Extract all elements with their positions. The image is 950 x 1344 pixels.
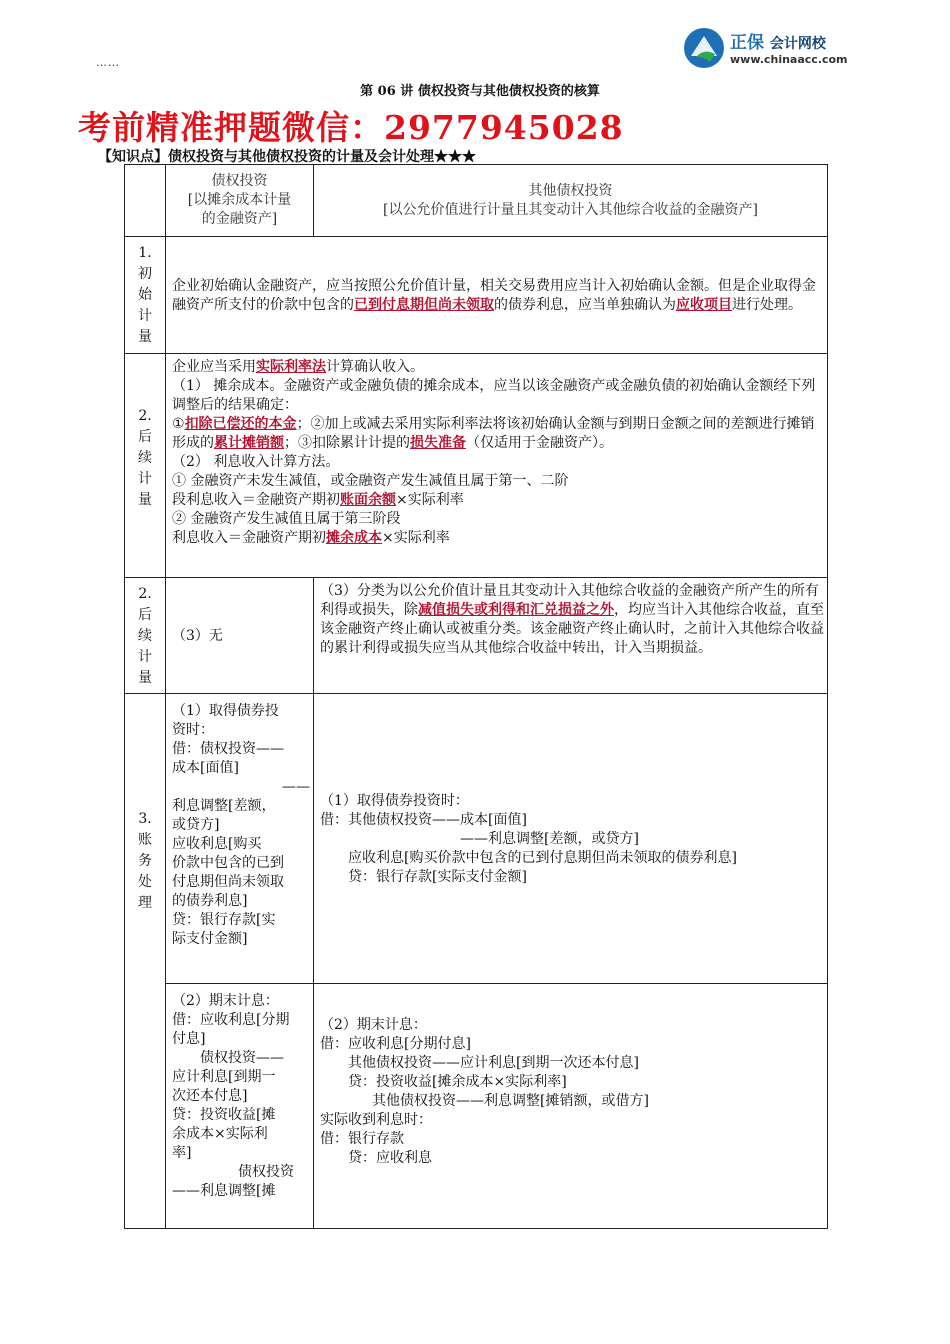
row-subsequent-measurement xyxy=(125,354,828,578)
row-label: 3. 账 务 处 理 xyxy=(125,694,166,1229)
logo-url: www.chinaacc.com xyxy=(730,53,848,66)
row-accounting-acquisition xyxy=(125,694,828,984)
initial-measurement-text: 企业初始确认金融资产，应当按照公允价值计量，相关交易费用应当计入初始确认金额。但是企业取得金融资产所支付的价款中包含的已到付息期但尚未领取的债券利息，应当单独确认为应收项目进行处理。 xyxy=(166,237,828,354)
chinaacc-logo xyxy=(682,26,882,76)
row-accounting-period-end xyxy=(125,984,828,1229)
chinaacc-logo-icon xyxy=(682,26,726,70)
debt-acquisition-entries: （1）取得债券投 资时： 借：债权投资—— 成本[面值] —— 利息调整[差额， 或贷方] 应收利息[购买 价款中包含的已到 付息期但尚未领取 的债券利息] 贷：银行存款[实 际支付金额] xyxy=(166,694,314,984)
row-initial-measurement xyxy=(125,237,828,354)
header-debt-investment: 债权投资 [以摊余成本计量 的金融资产] xyxy=(166,165,314,237)
other-acquisition-entries: （1）取得债券投资时： 借：其他债权投资——成本[面值] ——利息调整[差额，或贷方] 应收利息[购买价款中包含的已到付息期但尚未领取的债券利息] 贷：银行存款[实际支付金额] xyxy=(314,694,828,984)
debt-period-end-entries: （2）期末计息： 借：应收利息[分期 付息] 债权投资—— 应计利息[到期一 次还本付息] 贷：投资收益[摊 余成本×实际利 率] 债权投资 ——利息调整[摊 xyxy=(166,984,314,1229)
knowledge-point-heading: 【知识点】债权投资与其他债权投资的计量及会计处理★★★ xyxy=(98,149,476,165)
page-title: 第 06 讲 债权投资与其他债权投资的核算 xyxy=(360,84,600,99)
row-label: 1. 初 始 计 量 xyxy=(125,237,166,354)
debt-none-cell: （3）无 xyxy=(166,578,314,694)
header-scrap-text: …… xyxy=(96,56,120,69)
subsequent-measurement-text: 企业应当采用实际利率法计算确认收入。 （1） 摊余成本。金融资产或金融负债的摊余成本，应当以该金融资产或金融负债的初始确认金额经下列调整后的结果确定： ①扣除已偿还的本金；②加上或减去采用实际利率法将该初始确认金额与到期日金额之间的差额进行摊销形成的累计摊销额；③扣除累计计提的损失准备（仅适用于金融资产）。 （2） 利息收入计算方法。 ① 金融资产未发生减值，或金融资产发生减值且属于第一、二阶 段利息收入＝金融资产期初账面余额×实际利率 ② 金融资产发生减值且属于第三阶段 利息收入＝金融资产期初摊余成本×实际利率 xyxy=(166,354,828,578)
promo-banner: 考前精准押题微信：2977945028 xyxy=(78,108,624,147)
row-label: 2. 后 续 计 量 xyxy=(125,578,166,694)
oci-gains-losses-text: （3）分类为以公允价值计量且其变动计入其他综合收益的金融资产所产生的所有利得或损失，除减值损失或利得和汇兑损益之外，均应当计入其他综合收益，直至该金融资产终止确认或被重分类。该金融资产终止确认时，之前计入其他综合收益的累计利得或损失应当从其他综合收益中转出，计入当期损益。 xyxy=(314,578,828,694)
header-other-debt-investment: 其他债权投资 [以公允价值进行计量且其变动计入其他综合收益的金融资产] xyxy=(314,165,828,237)
table-header-row xyxy=(125,165,828,237)
row-subsequent-measurement-oci xyxy=(125,578,828,694)
row-label: 2. 后 续 计 量 xyxy=(125,354,166,578)
logo-name: 正保 会计网校 xyxy=(730,33,826,53)
other-period-end-entries: （2）期末计息： 借：应收利息[分期付息] 其他债权投资——应计利息[到期一次还本付息] 贷：投资收益[摊余成本×实际利率] 其他债权投资——利息调整[摊销额，或借方] 实际收到利息时： 借：银行存款 贷：应收利息 xyxy=(314,984,828,1229)
header-empty-cell xyxy=(125,165,166,237)
accounting-table xyxy=(124,164,828,1229)
